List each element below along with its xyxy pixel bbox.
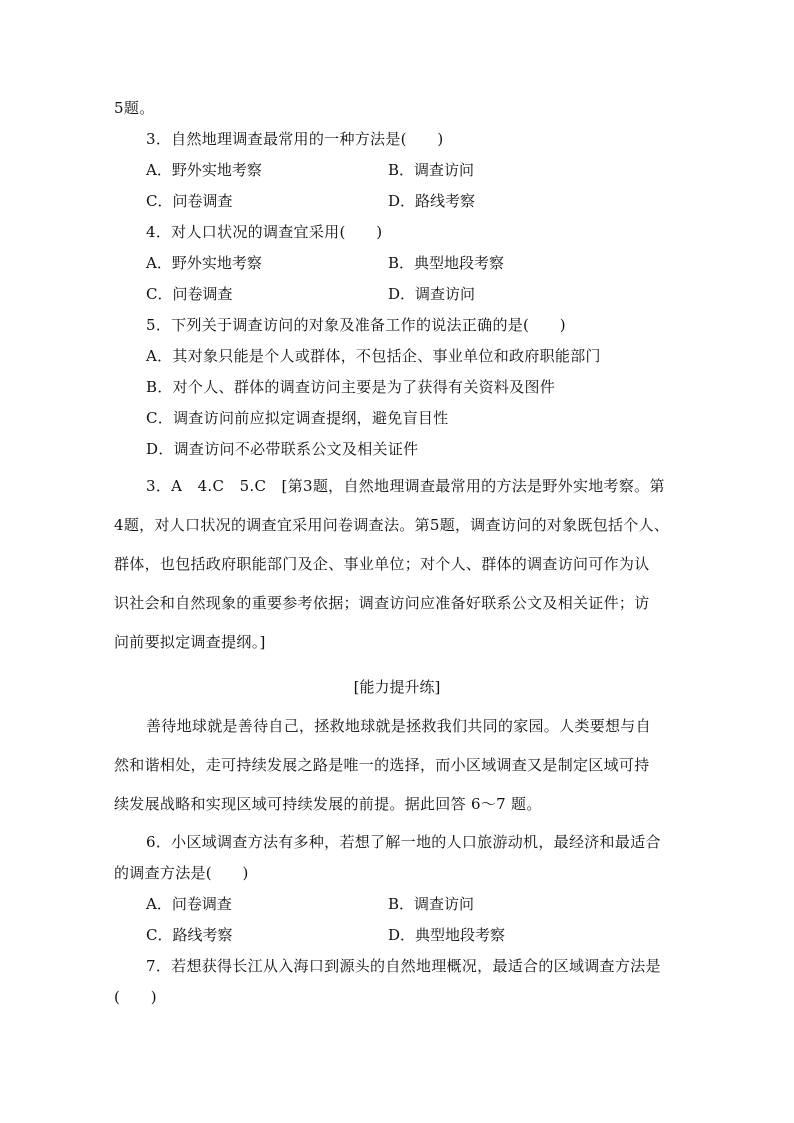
option-b: B．调查访问 — [388, 895, 475, 913]
passage-line-3: 续发展战略和实现区域可持续发展的前提。据此回答 6～7 题。 — [114, 795, 542, 813]
option-b: B．调查访问 — [388, 161, 475, 179]
passage-line-1: 善待地球就是善待自己，拯救地球就是拯救我们共同的家园。人类要想与自 — [146, 717, 651, 735]
option-b: B．对个人、群体的调查访问主要是为了获得有关资料及图件 — [146, 378, 556, 396]
option-c: C．路线考察 — [146, 926, 233, 944]
question-7: 7．若想获得长江从入海口到源头的自然地理概况，最适合的区域调查方法是 — [146, 957, 661, 975]
option-c: C．问卷调查 — [146, 192, 233, 210]
question-6: 6．小区域调查方法有多种，若想了解一地的人口旅游动机，最经济和最适合 — [146, 833, 661, 851]
passage-line-2: 然和谐相处，走可持续发展之路是唯一的选择，而小区域调查又是制定区域可持 — [114, 756, 650, 774]
answer-line-4: 识社会和自然现象的重要参考依据；调查访问应准备好联系公文及相关证件；访 — [114, 594, 650, 612]
answer-line-3: 群体，也包括政府职能部门及企、事业单位；对个人、群体的调查访问可作为认 — [114, 555, 650, 573]
question-3: 3．自然地理调查最常用的一种方法是( ) — [146, 130, 444, 148]
option-d: D．调查访问不必带联系公文及相关证件 — [146, 440, 419, 458]
question-5: 5．下列关于调查访问的对象及准备工作的说法正确的是( ) — [146, 316, 566, 334]
option-c: C．调查访问前应拟定调查提纲，避免盲目性 — [146, 409, 449, 427]
option-d: D．路线考察 — [388, 192, 476, 210]
option-b: B．典型地段考察 — [388, 254, 505, 272]
question-4: 4．对人口状况的调查宜采用( ) — [146, 223, 383, 241]
option-d: D．典型地段考察 — [388, 926, 506, 944]
section-heading: [能力提升练] — [353, 678, 441, 696]
option-a: A．野外实地考察 — [146, 161, 262, 179]
question-7-continued: ( ) — [114, 988, 157, 1006]
answer-line-2: 4题，对人口状况的调查宜采用问卷调查法。第5题，调查访问的对象既包括个人、 — [114, 516, 670, 534]
text-line: 5题。 — [114, 99, 155, 117]
answer-line-5: 问前要拟定调查提纲。] — [114, 633, 266, 651]
option-d: D．调查访问 — [388, 285, 476, 303]
option-a: A．其对象只能是个人或群体，不包括企、事业单位和政府职能部门 — [146, 347, 601, 365]
question-6-continued: 的调查方法是( ) — [114, 864, 249, 882]
answer-line-1: 3．A 4.C 5.C [第3题，自然地理调查最常用的方法是野外实地考察。第 — [146, 477, 665, 495]
option-a: A．野外实地考察 — [146, 254, 262, 272]
option-a: A．问卷调查 — [146, 895, 232, 913]
option-c: C．问卷调查 — [146, 285, 233, 303]
